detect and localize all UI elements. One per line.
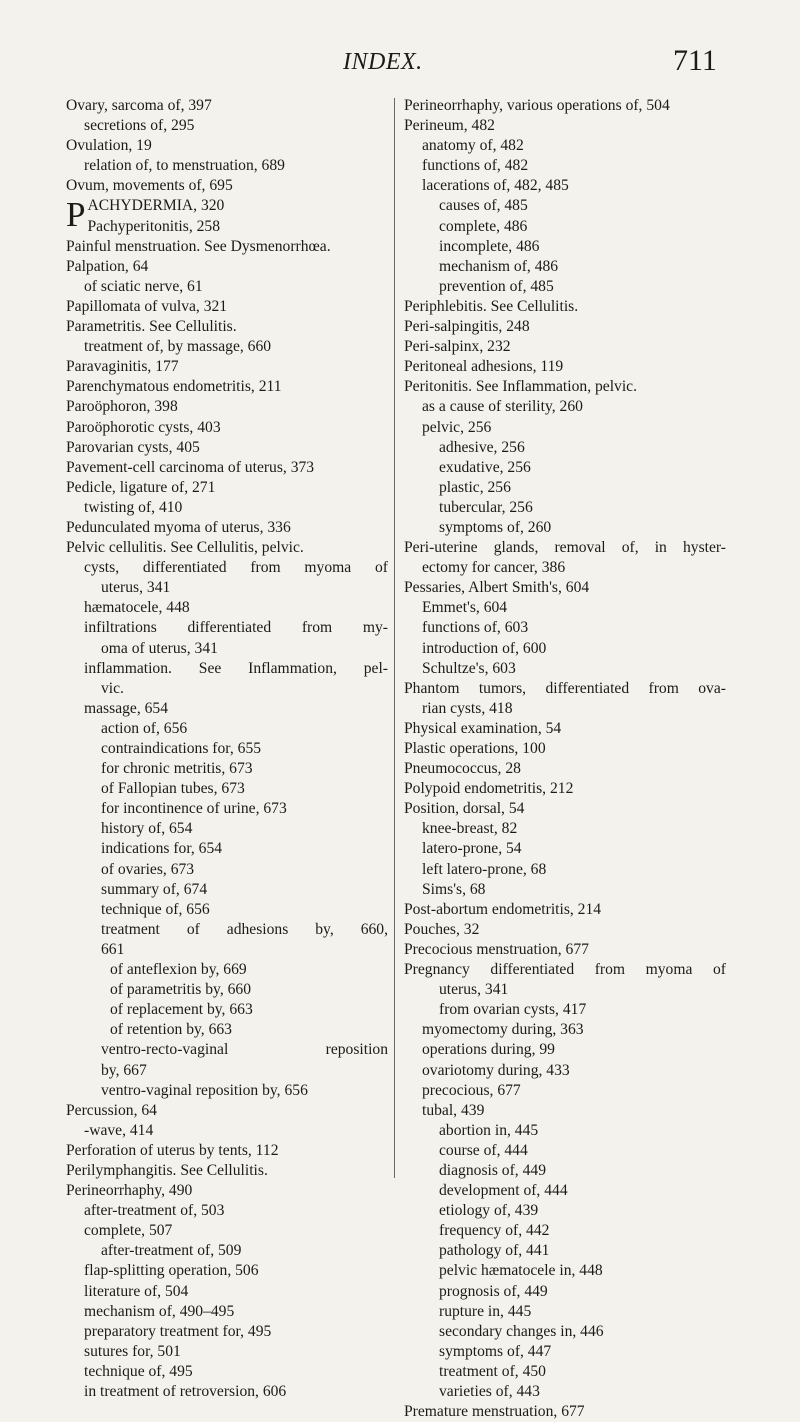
index-entry: symptoms of, 447	[439, 1342, 552, 1360]
index-entry: course of, 444	[439, 1141, 528, 1159]
entry-word: by,	[315, 920, 334, 938]
index-entry: Pachyperitonitis, 258	[87, 217, 221, 235]
index-entry: pelvic, 256	[422, 418, 492, 436]
index-entry: massage, 654	[84, 699, 169, 717]
index-entry: Parenchymatous endometritis, 211	[66, 378, 282, 396]
index-entry: relation of, to menstruation, 689	[84, 157, 285, 175]
index-entry: plastic, 256	[439, 478, 511, 496]
index-entry: knee-breast, 82	[422, 820, 518, 838]
index-entry: Plastic operations, 100	[404, 740, 546, 757]
index-entry: Peritonitis. See Inflammation, pelvic.	[404, 378, 637, 396]
index-entry: of sciatic nerve, 61	[84, 277, 203, 295]
index-entry: Premature menstruation, 677	[404, 1403, 585, 1421]
index-entry: prevention of, 485	[439, 277, 554, 295]
index-entry	[66, 920, 388, 940]
entry-word: treatment	[101, 920, 160, 938]
index-entry: Paroöphorotic cysts, 403	[66, 418, 221, 436]
index-entry: Palpation, 64	[66, 257, 149, 275]
index-entry: by, 667	[101, 1061, 147, 1079]
index-entry: lacerations of, 482, 485	[422, 177, 569, 195]
index-entry: uterus, 341	[101, 579, 171, 597]
entry-word: differentiated	[545, 679, 630, 697]
entry-word: of	[713, 961, 726, 979]
index-entry: ovariotomy during, 433	[422, 1061, 570, 1079]
index-entry	[404, 538, 726, 558]
index-entry: in treatment of retroversion, 606	[84, 1383, 287, 1400]
entry-word: in	[654, 539, 667, 557]
entry-word: pel-	[363, 659, 388, 677]
index-entry: Paravaginitis, 177	[66, 358, 179, 376]
index-entry: mechanism of, 486	[439, 257, 559, 275]
index-entry: Post-abortum endometritis, 214	[404, 900, 602, 918]
index-entry: Papillomata of vulva, 321	[66, 297, 228, 315]
index-entry: technique of, 495	[84, 1362, 193, 1380]
index-entry: Pelvic cellulitis. See Cellulitis, pelvic.	[66, 539, 304, 557]
entry-word: differentiated	[187, 619, 272, 637]
index-entry	[66, 558, 388, 578]
index-entry: history of, 654	[101, 820, 193, 838]
index-entry: anatomy of, 482	[422, 137, 524, 155]
index-entry: Pedicle, ligature of, 271	[66, 478, 216, 496]
index-entry	[66, 659, 388, 679]
entry-word: of	[186, 920, 200, 938]
dropcap-section	[66, 196, 388, 236]
column-divider	[394, 98, 395, 1178]
index-entry: Ovum, movements of, 695	[66, 177, 233, 195]
index-entry: vic.	[101, 679, 124, 697]
index-entry: Precocious menstruation, 677	[404, 940, 589, 958]
index-entry: Perineum, 482	[404, 117, 495, 135]
index-entry	[404, 679, 726, 699]
index-entry: symptoms of, 260	[439, 518, 552, 536]
index-entry: flap-splitting operation, 506	[84, 1262, 259, 1280]
index-entry: -wave, 414	[84, 1121, 154, 1139]
index-entry: of parametritis by, 660	[110, 981, 252, 999]
index-entry: summary of, 674	[101, 880, 208, 898]
index-entry: Pavement-cell carcinoma of uterus, 373	[66, 458, 315, 476]
index-column-right	[404, 96, 726, 1422]
entry-word: hyster-	[682, 539, 726, 557]
index-entry: adhesive, 256	[439, 438, 525, 456]
running-header	[0, 44, 800, 84]
index-entry: Pouches, 32	[404, 920, 480, 938]
index-entry: for chronic metritis, 673	[101, 760, 253, 778]
entry-word: 660,	[360, 920, 388, 938]
index-entry: Perineorrhaphy, 490	[66, 1182, 193, 1200]
entry-word: differentiated	[490, 961, 575, 979]
index-entry: treatment of, 450	[439, 1362, 546, 1380]
index-entry: of anteflexion by, 669	[110, 961, 247, 979]
index-entry: ectomy for cancer, 386	[422, 559, 566, 577]
index-entry: varieties of, 443	[439, 1383, 540, 1400]
index-entry	[66, 1040, 388, 1060]
index-entry: development of, 444	[439, 1182, 568, 1200]
index-entry: preparatory treatment for, 495	[84, 1322, 272, 1340]
page-number: 711	[673, 44, 717, 77]
index-entry: Schultze's, 603	[422, 659, 516, 677]
entry-word: Inflammation,	[248, 659, 337, 677]
index-entry: etiology of, 439	[439, 1202, 539, 1220]
index-column-left	[66, 96, 388, 1402]
index-entry: sutures for, 501	[84, 1342, 181, 1360]
index-entry: incomplete, 486	[439, 237, 540, 255]
index-entry: treatment of, by massage, 660	[84, 338, 272, 356]
index-entry: Pessaries, Albert Smith's, 604	[404, 579, 590, 597]
index-entry: abortion in, 445	[439, 1121, 539, 1139]
index-entry: operations during, 99	[422, 1041, 555, 1059]
index-entry: Ovary, sarcoma of, 397	[66, 97, 212, 114]
entry-word: Pregnancy	[404, 961, 470, 979]
entry-word: myoma	[304, 559, 352, 577]
index-entry: technique of, 656	[101, 900, 210, 918]
index-entry: ventro-vaginal reposition by, 656	[101, 1081, 308, 1099]
entry-word: from	[594, 961, 626, 979]
entry-word: inflammation.	[84, 659, 172, 677]
index-entry: Periphlebitis. See Cellulitis.	[404, 297, 579, 315]
index-entry: indications for, 654	[101, 840, 223, 858]
entry-word: of	[374, 559, 388, 577]
index-entry: 661	[101, 940, 125, 958]
index-entry: Pneumococcus, 28	[404, 760, 521, 778]
entry-word: ventro-recto-vaginal	[101, 1041, 229, 1059]
index-entry: Position, dorsal, 54	[404, 800, 525, 818]
index-entry: precocious, 677	[422, 1081, 521, 1099]
index-entry: rian cysts, 418	[422, 699, 513, 717]
index-entry: after-treatment of, 503	[84, 1202, 225, 1220]
index-entry: Parametritis. See Cellulitis.	[66, 318, 237, 336]
index-entry: hæmatocele, 448	[84, 599, 190, 617]
index-entry: Peri-salpinx, 232	[404, 338, 511, 356]
entry-word: reposition	[325, 1041, 388, 1059]
entry-word: removal	[554, 539, 606, 557]
index-entry: tubal, 439	[422, 1101, 485, 1119]
entry-word: from	[648, 679, 679, 697]
index-entry: pathology of, 441	[439, 1242, 550, 1260]
entry-word: glands,	[493, 539, 539, 557]
index-entry: pelvic hæmatocele in, 448	[439, 1262, 603, 1280]
index-entry: frequency of, 442	[439, 1222, 550, 1240]
index-entry: mechanism of, 490–495	[84, 1302, 235, 1320]
index-entry: rupture in, 445	[439, 1302, 532, 1320]
entry-word: See	[198, 659, 222, 677]
entry-word: adhesions	[226, 920, 289, 938]
index-entry: Paroöphoron, 398	[66, 398, 178, 416]
entry-word: cysts,	[84, 559, 120, 577]
entry-word: myoma	[645, 961, 693, 979]
entry-word: differentiated	[142, 559, 227, 577]
index-entry: complete, 507	[84, 1222, 173, 1240]
index-entry	[66, 618, 388, 638]
index-entry: Perineorrhaphy, various operations of, 504	[404, 97, 670, 114]
entry-word: infiltrations	[84, 619, 157, 637]
index-entry: Peri-salpingitis, 248	[404, 318, 530, 336]
index-entry: Percussion, 64	[66, 1101, 157, 1119]
index-entry: functions of, 482	[422, 157, 529, 175]
index-entry: twisting of, 410	[84, 498, 183, 516]
index-entry	[404, 960, 726, 980]
dropcap-letter: P	[66, 196, 86, 235]
entry-word: my-	[362, 619, 388, 637]
entry-word: tumors,	[478, 679, 527, 697]
index-entry: Painful menstruation. See Dysmenorrhœa.	[66, 237, 331, 255]
entry-word: from	[301, 619, 333, 637]
index-entry: of retention by, 663	[110, 1021, 232, 1039]
index-entry: Sims's, 68	[422, 880, 486, 898]
index-entry: diagnosis of, 449	[439, 1161, 546, 1179]
index-entry: uterus, 341	[439, 981, 509, 999]
index-entry: prognosis of, 449	[439, 1282, 548, 1300]
index-entry: left latero-prone, 68	[422, 860, 547, 878]
index-entry: from ovarian cysts, 417	[439, 1001, 587, 1019]
index-entry: as a cause of sterility, 260	[422, 398, 583, 416]
index-entry: tubercular, 256	[439, 498, 533, 516]
index-entry: of ovaries, 673	[101, 860, 195, 878]
index-entry: functions of, 603	[422, 619, 529, 637]
index-entry: Polypoid endometritis, 212	[404, 780, 574, 798]
index-entry: myomectomy during, 363	[422, 1021, 584, 1039]
entry-word: from	[250, 559, 281, 577]
running-title: INDEX.	[343, 49, 423, 75]
index-entry: introduction of, 600	[422, 639, 547, 657]
index-entry: causes of, 485	[439, 197, 528, 215]
index-entry: of replacement by, 663	[110, 1001, 253, 1019]
index-entry: complete, 486	[439, 217, 528, 235]
index-entry: secondary changes in, 446	[439, 1322, 604, 1340]
index-entry: after-treatment of, 509	[101, 1242, 242, 1260]
index-entry: Peritoneal adhesions, 119	[404, 358, 564, 376]
index-entry: of Fallopian tubes, 673	[101, 780, 245, 798]
index-entry: Pedunculated myoma of uterus, 336	[66, 518, 291, 536]
index-entry: action of, 656	[101, 719, 188, 737]
index-entry: contraindications for, 655	[101, 740, 262, 757]
index-entry: Perilymphangitis. See Cellulitis.	[66, 1161, 268, 1179]
index-entry: oma of uterus, 341	[101, 639, 218, 657]
index-entry: Ovulation, 19	[66, 137, 152, 155]
index-entry: Emmet's, 604	[422, 599, 508, 617]
entry-word: Peri-uterine	[404, 539, 478, 557]
index-entry: latero-prone, 54	[422, 840, 522, 858]
index-entry: Parovarian cysts, 405	[66, 438, 200, 456]
index-entry: Physical examination, 54	[404, 719, 562, 737]
index-entry: exudative, 256	[439, 458, 531, 476]
index-entry: literature of, 504	[84, 1282, 189, 1300]
entry-word: of,	[621, 539, 639, 557]
index-entry: for incontinence of urine, 673	[101, 800, 287, 818]
entry-word: Phantom	[404, 679, 460, 697]
index-entry: ACHYDERMIA, 320	[87, 197, 225, 215]
index-entry: secretions of, 295	[84, 117, 195, 135]
entry-word: ova-	[698, 679, 726, 697]
index-entry: Perforation of uterus by tents, 112	[66, 1141, 279, 1159]
